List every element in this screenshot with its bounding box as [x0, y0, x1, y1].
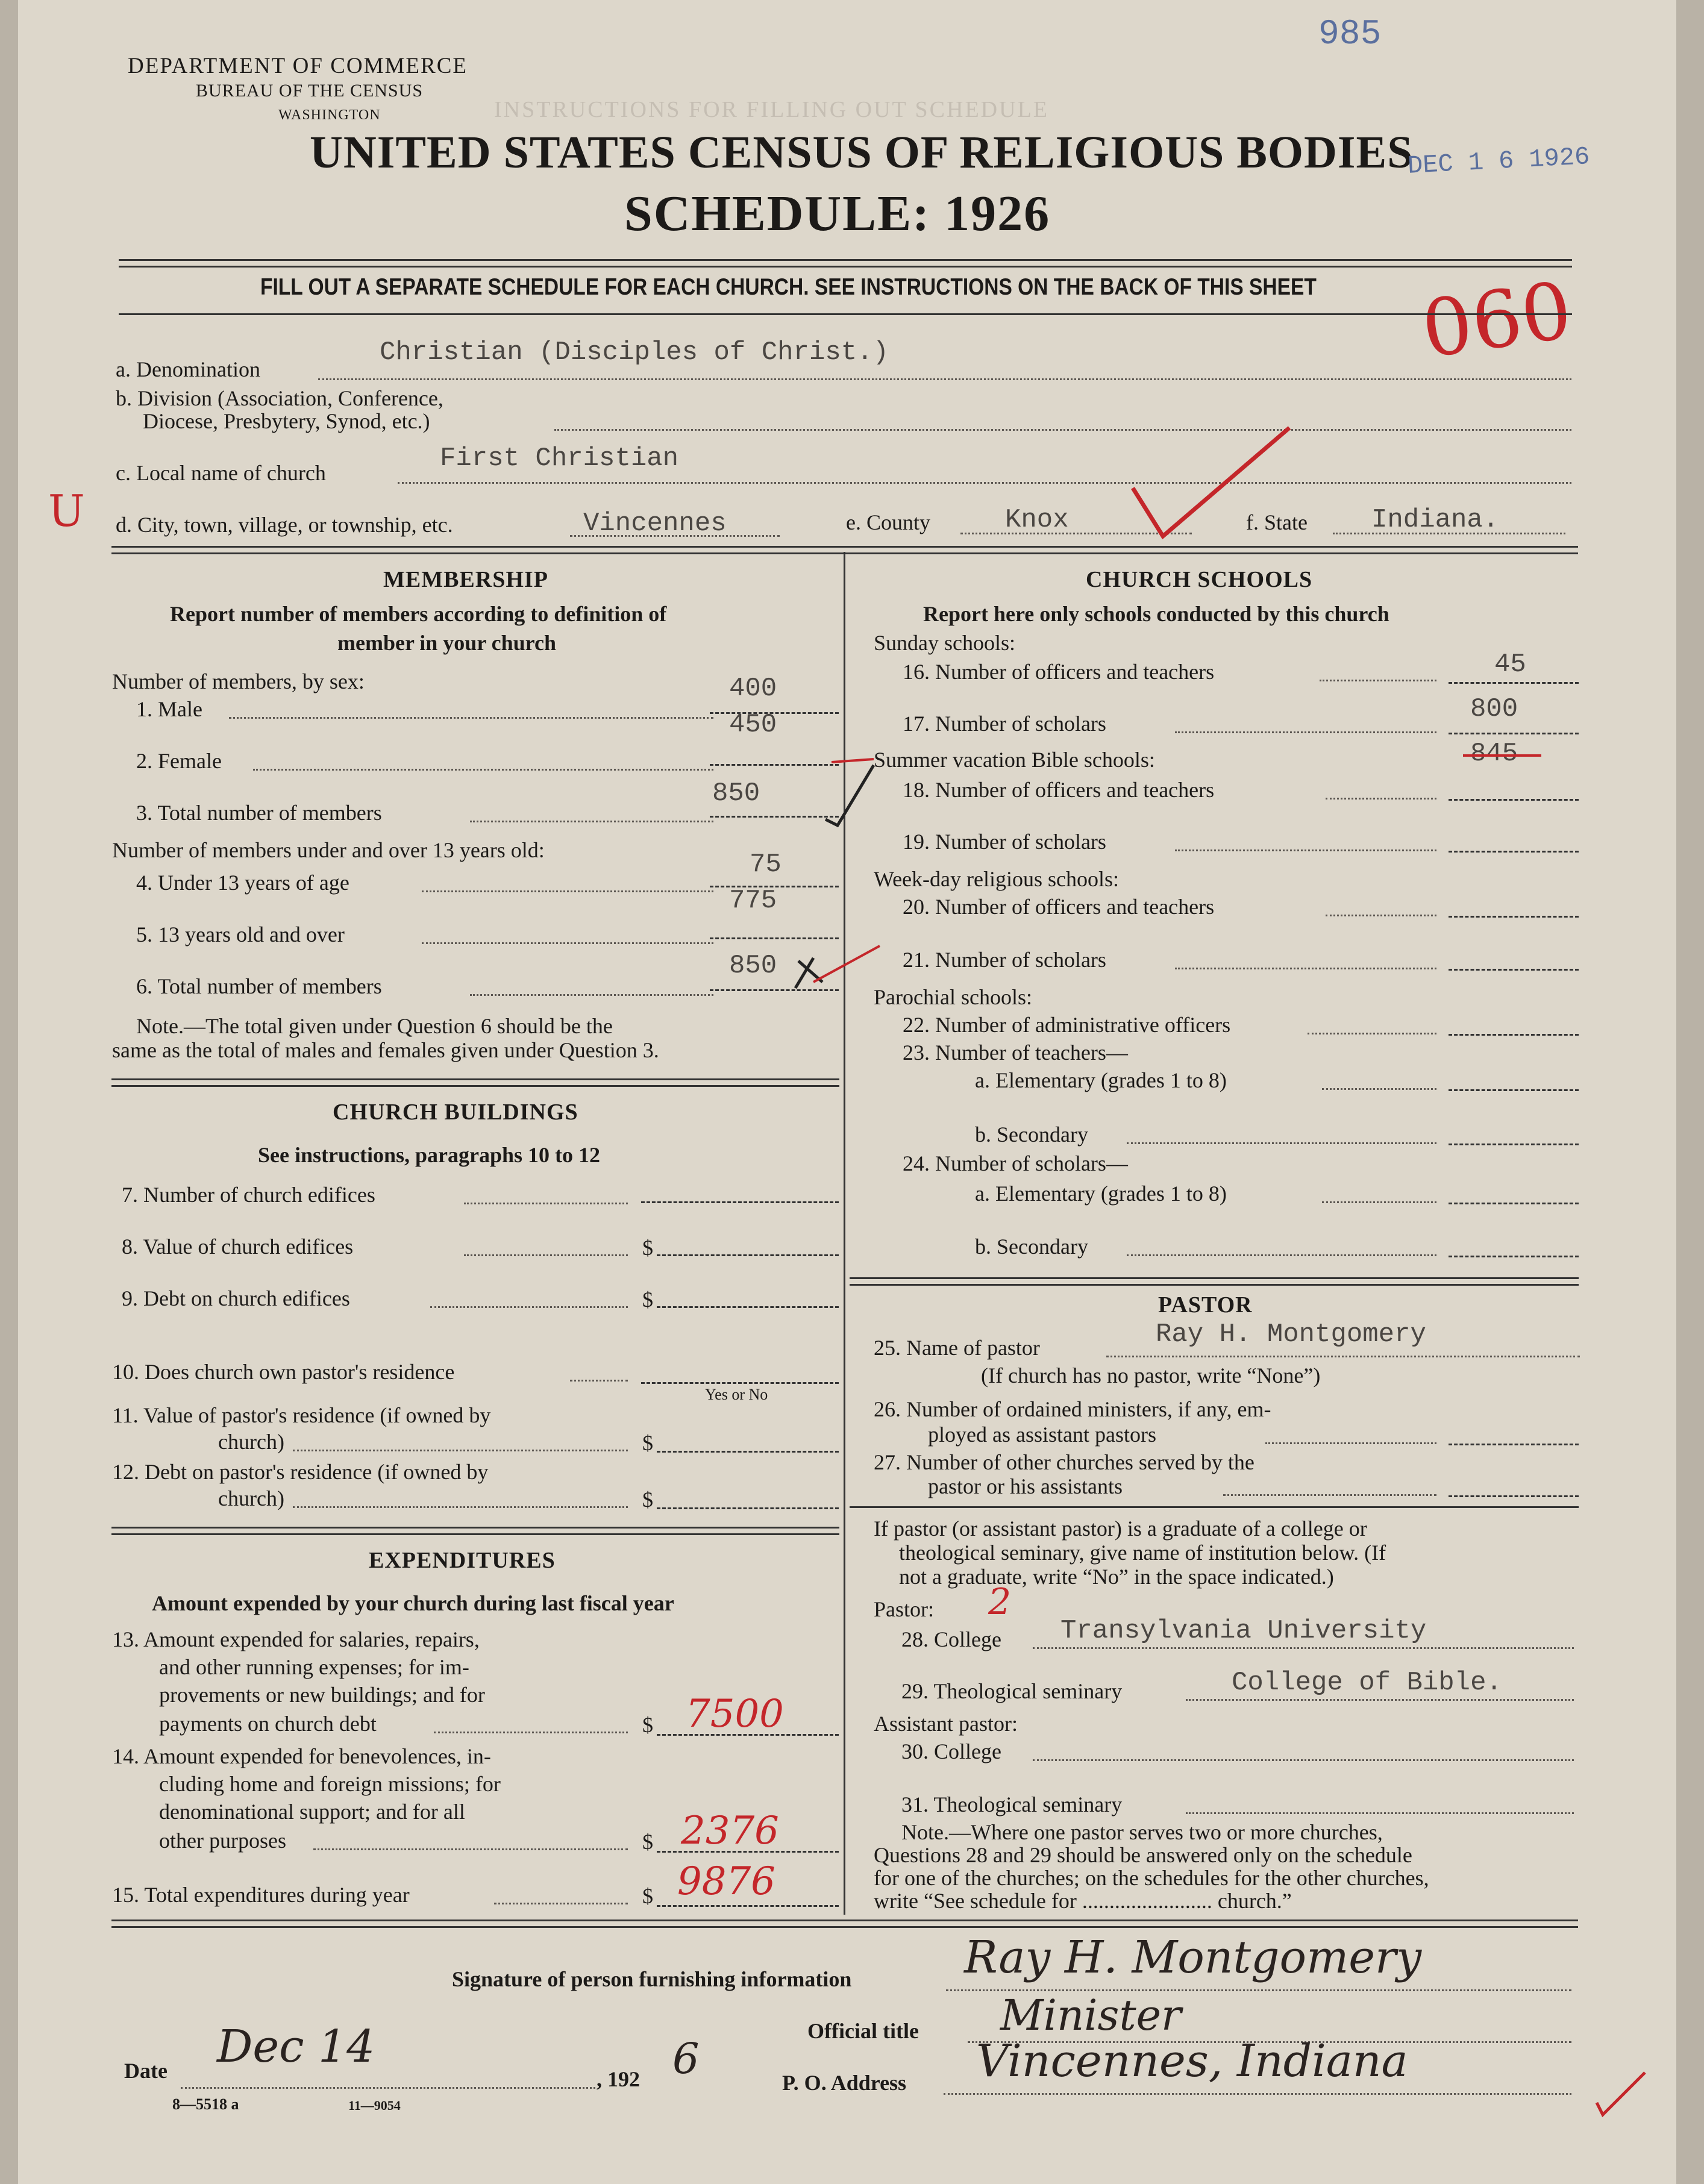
q8-dollar: $ — [642, 1236, 653, 1260]
q22-label: 22. Number of administrative officers — [903, 1013, 1231, 1037]
pastor-rule — [850, 1506, 1579, 1508]
q8-label: 8. Value of church edifices — [122, 1234, 354, 1259]
q9-line — [430, 1306, 628, 1308]
q12-label-cont: church) — [218, 1486, 284, 1510]
date-label: Date — [124, 2059, 168, 2083]
q24b-label: b. Secondary — [975, 1234, 1088, 1259]
buildings-subheading: See instructions, paragraphs 10 to 12 — [258, 1143, 601, 1167]
q14-line — [313, 1848, 628, 1850]
stamp-number: 985 — [1318, 15, 1382, 54]
q8-answer-line — [657, 1254, 839, 1256]
date-line — [181, 2087, 595, 2089]
q18-label: 18. Number of officers and teachers — [903, 778, 1215, 802]
q20-label: 20. Number of officers and teachers — [903, 895, 1215, 919]
q19-answer-line — [1449, 851, 1579, 853]
assistant-pastor-subheading: Assistant pastor: — [874, 1712, 1018, 1736]
received-date-stamp: DEC 1 6 1926 — [1406, 142, 1591, 181]
q30-label: 30. College — [901, 1739, 1001, 1763]
q2-line — [253, 769, 713, 771]
bleed-through-heading: INSTRUCTIONS FOR FILLING OUT SCHEDULE — [494, 97, 1049, 122]
q15-line — [494, 1903, 628, 1904]
q14-amount: 2376 — [681, 1809, 779, 1853]
q7-label: 7. Number of church edifices — [122, 1183, 375, 1207]
footer-rule — [111, 1920, 1578, 1928]
q11-label-cont: church) — [218, 1430, 284, 1454]
parochial-schools-label: Parochial schools: — [874, 985, 1032, 1009]
q23-label: 23. Number of teachers— — [903, 1040, 1128, 1065]
q5-line — [422, 942, 713, 944]
q26-answer-line — [1449, 1444, 1579, 1445]
q9-answer-line — [657, 1306, 839, 1308]
q12-dollar: $ — [642, 1488, 653, 1512]
pastor-note-2: Questions 28 and 29 should be answered only on the schedule — [874, 1843, 1412, 1867]
struck-value: 845 — [1470, 739, 1518, 769]
bureau-heading: BUREAU OF THE CENSUS — [196, 81, 423, 101]
pastor-note-1: Note.—Where one pastor serves two or more churches, — [901, 1820, 1383, 1844]
q20-answer-line — [1449, 916, 1579, 918]
q14-label-3: denominational support; and for all — [159, 1800, 465, 1824]
q23a-label: a. Elementary (grades 1 to 8) — [975, 1068, 1227, 1092]
q4-under13-value: 75 — [750, 850, 782, 880]
q13-line — [434, 1732, 628, 1733]
membership-intro-2: member in your church — [337, 631, 557, 655]
q21-answer-line — [1449, 969, 1579, 971]
q17-answer-line — [1449, 733, 1579, 734]
q24a-answer-line — [1449, 1203, 1579, 1204]
q3-line — [470, 821, 713, 822]
schools-rule — [850, 1277, 1579, 1286]
q8-line — [464, 1254, 628, 1256]
q13-label-2: and other running expenses; for im- — [159, 1655, 469, 1679]
q31-line — [1186, 1812, 1574, 1814]
q25-note: (If church has no pastor, write “None”) — [981, 1363, 1321, 1388]
document-title: UNITED STATES CENSUS OF RELIGIOUS BODIES — [310, 127, 1414, 178]
q29-value: College of Bible. — [1232, 1668, 1502, 1698]
cross-mark-q6 — [789, 940, 886, 1000]
q26-label-1: 26. Number of ordained ministers, if any, em- — [874, 1397, 1271, 1421]
q14-label-1: 14. Amount expended for benevolences, in- — [112, 1744, 491, 1768]
q24b-line — [1127, 1254, 1436, 1256]
membership-rule — [111, 1078, 839, 1087]
q16-answer-line — [1449, 682, 1579, 684]
q19-label: 19. Number of scholars — [903, 830, 1106, 854]
year-prefix: , 192 — [597, 2067, 640, 2091]
q28-line — [1033, 1647, 1574, 1649]
banner-rule — [119, 313, 1572, 315]
q6-line — [470, 994, 713, 996]
q24b-answer-line — [1449, 1256, 1579, 1257]
pastor-note-3: for one of the churches; on the schedules for the other churches, — [874, 1866, 1429, 1890]
q16-label: 16. Number of officers and teachers — [903, 660, 1215, 684]
q15-answer-line — [657, 1905, 839, 1907]
q7-line — [464, 1203, 628, 1204]
q3-total-value: 850 — [712, 778, 760, 809]
q22-line — [1308, 1033, 1436, 1034]
pastor-heading: PASTOR — [1158, 1292, 1253, 1318]
q17-value: 800 — [1470, 694, 1518, 724]
q4-under13-label: 4. Under 13 years of age — [136, 871, 349, 895]
q31-label: 31. Theological seminary — [901, 1792, 1123, 1816]
q19-line — [1175, 850, 1436, 851]
q23b-label: b. Secondary — [975, 1122, 1088, 1147]
denomination-line — [318, 378, 1571, 380]
signature-value: Ray H. Montgomery — [964, 1932, 1422, 1983]
q5-over13-label: 5. 13 years old and over — [136, 922, 345, 947]
q2-female-value: 450 — [729, 710, 777, 740]
q23b-line — [1127, 1142, 1436, 1144]
strike-through — [1463, 754, 1541, 757]
q29-line — [1186, 1699, 1574, 1701]
city-value: Vincennes — [583, 508, 727, 539]
summer-schools-label: Summer vacation Bible schools: — [874, 748, 1155, 772]
division-line — [554, 429, 1571, 431]
q3-total-label: 3. Total number of members — [136, 801, 382, 825]
state-value: Indiana. — [1371, 505, 1499, 535]
q15-dollar: $ — [642, 1884, 653, 1908]
q13-label-1: 13. Amount expended for salaries, repairs, — [112, 1627, 480, 1651]
membership-intro-1: Report number of members according to definition of — [170, 602, 667, 626]
q13-label-4: payments on church debt — [159, 1712, 377, 1736]
q10-label: 10. Does church own pastor's residence — [112, 1360, 455, 1384]
local-name-line — [398, 482, 1571, 484]
q7-answer-line — [641, 1201, 839, 1203]
red-tick-mark — [1591, 2067, 1651, 2121]
graduate-note-2: theological seminary, give name of institution below. (If — [899, 1541, 1386, 1565]
q24a-line — [1322, 1201, 1436, 1203]
instruction-banner: FILL OUT A SEPARATE SCHEDULE FOR EACH CHURCH. SEE INSTRUCTIONS ON THE BACK OF THIS SHEET — [260, 274, 1317, 300]
q10-line — [570, 1380, 628, 1381]
q6-total-value: 850 — [729, 951, 777, 981]
q23a-answer-line — [1449, 1089, 1579, 1091]
county-value: Knox — [1005, 505, 1069, 535]
q25-value: Ray H. Montgomery — [1156, 1319, 1426, 1350]
local-name-label: c. Local name of church — [116, 461, 326, 485]
pastor-subheading: Pastor: — [874, 1597, 935, 1621]
po-address-label: P. O. Address — [782, 2071, 907, 2095]
q1-male-value: 400 — [729, 674, 777, 704]
q1-line — [229, 717, 713, 719]
q14-label-4: other purposes — [159, 1829, 286, 1853]
margin-u-mark: U — [48, 486, 85, 536]
q1-male-label: 1. Male — [136, 697, 202, 721]
q26-label-2: ployed as assistant pastors — [928, 1422, 1156, 1447]
department-heading: DEPARTMENT OF COMMERCE — [128, 54, 468, 78]
document-subtitle: SCHEDULE: 1926 — [624, 186, 1051, 242]
sunday-schools-label: Sunday schools: — [874, 631, 1016, 655]
pastor-note-4: write “See schedule for ........................ church.” — [874, 1889, 1292, 1913]
division-label-cont: Diocese, Presbytery, Synod, etc.) — [143, 409, 430, 433]
graduate-note-1: If pastor (or assistant pastor) is a graduate of a college or — [874, 1516, 1367, 1541]
q11-answer-line — [657, 1451, 839, 1453]
q16-line — [1320, 680, 1436, 681]
official-title-label: Official title — [807, 2019, 919, 2043]
signature-label: Signature of person furnishing information — [452, 1967, 852, 1991]
expenditures-heading: EXPENDITURES — [369, 1548, 556, 1573]
q30-line — [1033, 1759, 1574, 1761]
print-number: 11—9054 — [348, 2098, 401, 2113]
q28-label: 28. College — [901, 1627, 1001, 1651]
buildings-rule — [111, 1527, 839, 1535]
q25-label: 25. Name of pastor — [874, 1336, 1040, 1360]
q16-value: 45 — [1494, 649, 1526, 680]
q9-dollar: $ — [642, 1288, 653, 1312]
q27-answer-line — [1449, 1495, 1579, 1497]
pastor-red-mark: 2 — [988, 1581, 1012, 1623]
membership-heading: MEMBERSHIP — [383, 567, 548, 592]
q21-label: 21. Number of scholars — [903, 948, 1106, 972]
header-rule — [119, 259, 1572, 268]
q27-label-2: pastor or his assistants — [928, 1474, 1123, 1498]
date-value: Dec 14 — [217, 2021, 375, 2073]
q23b-answer-line — [1449, 1144, 1579, 1145]
q2-female-label: 2. Female — [136, 749, 222, 773]
graduate-note-3: not a graduate, write “No” in the space indicated.) — [899, 1565, 1334, 1589]
check-mark-q3 — [819, 753, 880, 831]
q27-line — [1223, 1494, 1436, 1496]
year-value: 6 — [672, 2034, 700, 2083]
q12-line — [293, 1506, 628, 1508]
q13-dollar: $ — [642, 1713, 653, 1737]
q24a-label: a. Elementary (grades 1 to 8) — [975, 1181, 1227, 1206]
members-by-age-label: Number of members under and over 13 years old: — [112, 838, 545, 862]
q27-label-1: 27. Number of other churches served by the — [874, 1450, 1255, 1474]
membership-note-1: Note.—The total given under Question 6 should be the — [136, 1014, 613, 1038]
red-code-mark: 060 — [1416, 264, 1577, 376]
q14-dollar: $ — [642, 1830, 653, 1854]
q13-amount: 7500 — [686, 1692, 784, 1736]
membership-note-2: same as the total of males and females given under Question 3. — [112, 1038, 659, 1062]
form-number: 8—5518 a — [172, 2095, 239, 2113]
expenditures-subheading: Amount expended by your church during last fiscal year — [152, 1591, 674, 1615]
members-by-sex-label: Number of members, by sex: — [112, 669, 365, 693]
weekday-schools-label: Week-day religious schools: — [874, 867, 1120, 891]
po-address-line — [944, 2093, 1571, 2095]
q20-line — [1326, 915, 1436, 916]
local-name-value: First Christian — [440, 443, 679, 474]
q24-label: 24. Number of scholars— — [903, 1151, 1128, 1175]
q17-label: 17. Number of scholars — [903, 712, 1106, 736]
county-label: e. County — [846, 510, 930, 534]
q23a-line — [1322, 1088, 1436, 1090]
q9-label: 9. Debt on church edifices — [122, 1286, 350, 1310]
q14-label-2: cluding home and foreign missions; for — [159, 1772, 501, 1796]
q29-label: 29. Theological seminary — [901, 1679, 1123, 1703]
division-label: b. Division (Association, Conference, — [116, 386, 443, 410]
q12-answer-line — [657, 1507, 839, 1509]
q11-label: 11. Value of pastor's residence (if owned by — [112, 1403, 491, 1427]
q17-line — [1175, 731, 1436, 733]
q13-label-3: provements or new buildings; and for — [159, 1683, 485, 1707]
q4-line — [422, 890, 713, 892]
po-address-value: Vincennes, Indiana — [976, 2035, 1408, 2087]
q10-answer-line — [641, 1382, 839, 1384]
q5-answer-line — [710, 937, 839, 939]
denomination-label: a. Denomination — [116, 357, 260, 381]
schools-heading: CHURCH SCHOOLS — [1086, 567, 1313, 592]
buildings-heading: CHURCH BUILDINGS — [333, 1100, 578, 1125]
denomination-value: Christian (Disciples of Christ.) — [380, 337, 889, 368]
q22-answer-line — [1449, 1034, 1579, 1036]
q11-dollar: $ — [642, 1431, 653, 1455]
state-label: f. State — [1246, 510, 1308, 534]
official-title-value: Minister — [1000, 1991, 1182, 2040]
red-check-mark — [1127, 422, 1295, 542]
q18-answer-line — [1449, 799, 1579, 801]
q6-total-label: 6. Total number of members — [136, 974, 382, 998]
q28-value: Transylvania University — [1060, 1616, 1427, 1646]
yes-or-no-hint: Yes or No — [705, 1386, 768, 1403]
city-heading: WASHINGTON — [278, 107, 381, 123]
q25-line — [1106, 1356, 1580, 1357]
city-label: d. City, town, village, or township, etc. — [116, 513, 453, 537]
q15-label: 15. Total expenditures during year — [112, 1883, 410, 1907]
q5-over13-value: 775 — [729, 886, 777, 916]
q21-line — [1175, 968, 1436, 969]
q11-line — [293, 1450, 628, 1451]
schools-intro: Report here only schools conducted by this church — [923, 602, 1389, 626]
q15-amount: 9876 — [677, 1859, 775, 1904]
q12-label: 12. Debt on pastor's residence (if owned by — [112, 1460, 489, 1484]
q18-line — [1326, 798, 1436, 799]
q26-line — [1265, 1442, 1436, 1444]
